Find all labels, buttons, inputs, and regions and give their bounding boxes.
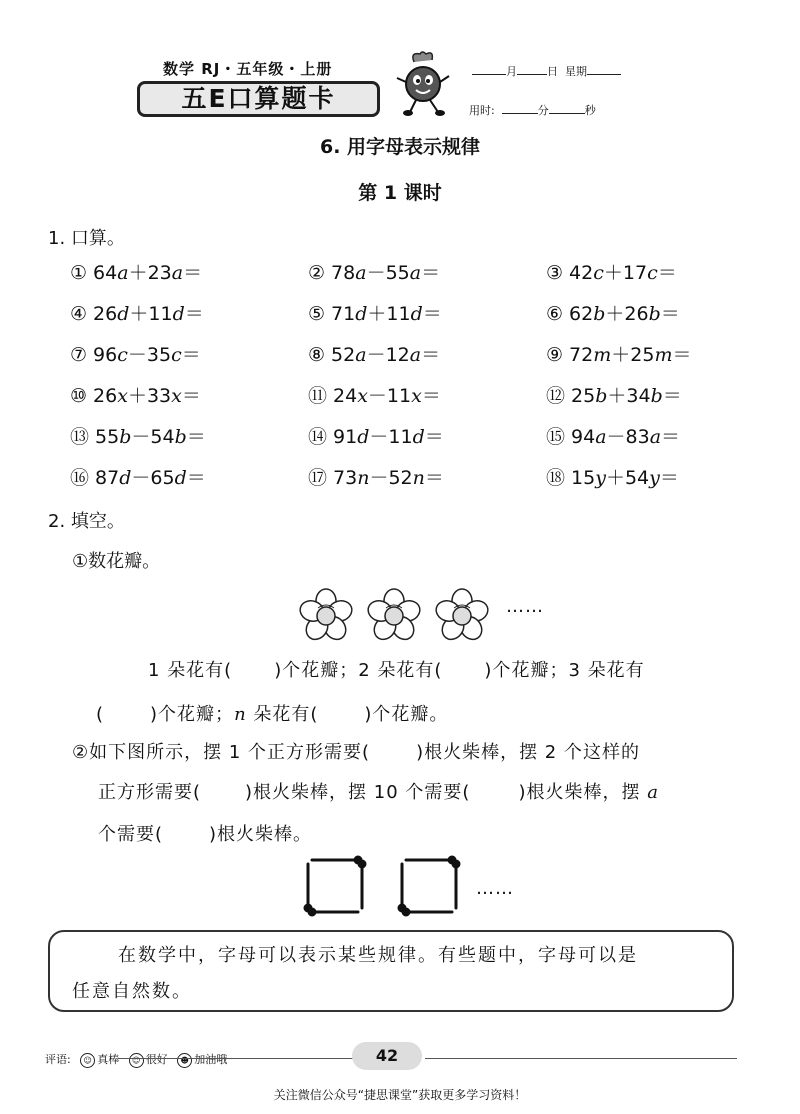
problem-1[interactable] [70,258,202,285]
rating-label: 评语: [45,1053,71,1066]
problem-11-v1: x [357,385,368,407]
problem-5-v1: d [355,303,368,325]
problem-5-v2: d [410,303,423,325]
problem-5-no: ⑤ [308,303,326,325]
problem-14-mid: －11 [369,426,413,448]
problem-15-v1: a [595,426,607,448]
problem-14-pre: 91 [333,426,358,448]
problem-2-v1: a [355,262,367,284]
happy-face-icon[interactable]: ☺ [129,1053,144,1068]
problem-10-v2: x [171,385,182,407]
q1-line1 [148,656,645,682]
problem-17[interactable] [308,463,444,490]
problem-12-mid: ＋34 [607,385,651,407]
q2-text-a: ②如下图所示，摆 1 个正方形需要( [72,742,371,763]
problem-9-pre: 72 [569,344,594,366]
q2-line2 [98,778,659,804]
month-blank[interactable] [472,64,506,75]
date-line [472,63,621,79]
problem-17-v2: n [412,467,425,489]
problem-2-post: ＝ [421,262,441,284]
problem-15-post: ＝ [661,426,681,448]
problem-3-post: ＝ [657,262,677,284]
problem-5-mid: ＋11 [367,303,411,325]
problem-18-no: ⑱ [546,467,566,489]
problem-7-v1: c [117,344,128,366]
matchstick-ellipsis: …… [476,878,514,899]
problem-14[interactable] [308,422,444,449]
header-banner: 五E口算题卡 [137,81,380,117]
q1-text-g: )个花瓣。 [364,704,449,725]
date-month: 月 [506,65,517,78]
problem-1-v1: a [117,262,129,284]
problem-11[interactable] [308,381,441,408]
problem-6[interactable] [546,299,680,326]
page-title: 6. 用字母表示规律 [319,136,481,158]
problem-2-pre: 78 [331,262,356,284]
problem-3-v1: c [593,262,604,284]
q1-var-n: n [234,704,247,725]
problem-5-pre: 71 [331,303,356,325]
bottom-note: 关注微信公众号“捷思课堂”获取更多学习资料！ [273,1088,527,1102]
problem-7-no: ⑦ [70,344,88,366]
page-number: 42 [352,1042,422,1070]
problem-9-no: ⑨ [546,344,564,366]
flowers-figure [296,584,506,644]
problem-3-mid: ＋17 [603,262,648,284]
q2-line3 [98,820,312,846]
problem-7-mid: －35 [127,344,172,366]
problem-11-v2: x [411,385,422,407]
q1-text-a: 1 朵花有( [148,660,233,681]
problem-13-post: ＝ [186,426,206,448]
problem-1-pre: 64 [93,262,118,284]
rating-2: 很好 [145,1053,168,1066]
problem-4[interactable] [70,299,204,326]
problem-1-no: ① [70,262,88,284]
problem-15[interactable] [546,422,680,449]
problem-17-post: ＝ [424,467,444,489]
flower-1 [297,589,354,644]
minute-blank[interactable] [502,103,538,114]
problem-14-v1: d [357,426,370,448]
rating-1: 真棒 [97,1053,120,1066]
q2-text-b: )根火柴棒，摆 2 个这样的 [416,742,640,763]
problem-3-pre: 42 [569,262,594,284]
problem-3-no: ③ [546,262,564,284]
problem-16-mid: －65 [131,467,175,489]
problem-8[interactable] [308,340,440,367]
problem-2-no: ② [308,262,326,284]
problem-11-pre: 24 [333,385,358,407]
week-blank[interactable] [587,64,621,75]
problem-7[interactable] [70,340,201,367]
problem-3-v2: c [647,262,658,284]
problem-12-v2: b [650,385,663,407]
problem-12-post: ＝ [662,385,682,407]
problem-7-pre: 96 [93,344,118,366]
problem-10-post: ＝ [181,385,201,407]
problem-18-mid: ＋54 [605,467,650,489]
problem-12-pre: 25 [571,385,596,407]
problem-8-pre: 52 [331,344,356,366]
flower-2 [365,589,422,644]
problem-18-pre: 15 [571,467,596,489]
problem-13[interactable] [70,422,206,449]
problem-5[interactable] [308,299,442,326]
q1-text-b: )个花瓣；2 朵花有( [274,660,443,681]
problem-13-mid: －54 [131,426,175,448]
rating-row [45,1051,227,1068]
problem-8-mid: －12 [366,344,410,366]
lesson-title: 第 1 课时 [358,182,442,204]
q2-text-d: )根火柴棒，摆 10 个需要( [245,782,471,803]
problem-2-v2: a [409,262,422,284]
problem-13-pre: 55 [95,426,120,448]
problem-4-v2: d [172,303,185,325]
problem-7-v2: c [171,344,182,366]
problem-1-v2: a [171,262,184,284]
time-label: 用时: [469,104,495,117]
problem-15-pre: 94 [571,426,596,448]
matchstick-square-1 [305,857,365,915]
problem-16-v2: d [174,467,187,489]
problem-6-post: ＝ [660,303,680,325]
problem-6-no: ⑥ [546,303,564,325]
day-blank[interactable] [517,64,547,75]
problem-11-mid: －11 [367,385,412,407]
problem-9-v2: m [654,344,673,366]
mascot-icon [392,50,454,118]
problem-8-no: ⑧ [308,344,326,366]
q2-text-f: 个需要( [98,824,164,845]
problem-6-mid: ＋26 [605,303,649,325]
problem-9-mid: ＋25 [611,344,655,366]
problem-16-v1: d [119,467,132,489]
tip-line-1: 在数学中，字母可以表示某些规律。有些题中，字母可以是 [118,945,638,966]
problem-4-no: ④ [70,303,88,325]
problem-9-post: ＝ [672,344,692,366]
footer-rule-right [425,1058,737,1059]
problem-15-no: ⑮ [546,426,566,448]
problem-15-v2: a [649,426,662,448]
time-sec: 秒 [584,104,596,117]
flowers-ellipsis: …… [506,596,544,617]
problem-13-no: ⑬ [70,426,90,448]
q2-line1 [72,738,640,764]
date-day: 日 [547,65,558,78]
q1-text-e: )个花瓣； [150,704,235,725]
problem-2-mid: －55 [366,262,410,284]
cheer-face-icon[interactable]: ☻ [177,1053,192,1068]
problem-4-post: ＝ [184,303,204,325]
problem-9[interactable] [546,340,692,367]
problem-6-pre: 62 [569,303,594,325]
problem-11-post: ＝ [421,385,441,407]
problem-15-mid: －83 [606,426,650,448]
problem-7-post: ＝ [181,344,201,366]
problem-2[interactable] [308,258,440,285]
problem-10[interactable] [70,381,201,408]
problem-6-v2: b [648,303,661,325]
problem-3[interactable] [546,258,677,285]
problem-18-post: ＝ [659,467,679,489]
footer-rule-left [118,1058,360,1059]
rating-3: 加油哦 [194,1053,228,1066]
q2-text-g: )根火柴棒。 [209,824,313,845]
problem-13-v2: b [174,426,187,448]
problem-8-v1: a [355,344,367,366]
second-blank[interactable] [549,103,585,114]
problem-10-v1: x [117,385,128,407]
problem-14-v2: d [412,426,425,448]
smile-face-icon[interactable]: ☺ [80,1053,95,1068]
q1-text-f: 朵花有( [246,704,319,725]
q1-text-d: ( [96,704,105,725]
time-min: 分 [537,104,549,117]
problem-4-v1: d [117,303,130,325]
q1-text-c: )个花瓣；3 朵花有 [484,660,645,681]
problem-4-pre: 26 [93,303,118,325]
problem-9-v1: m [593,344,612,366]
problem-18[interactable] [546,463,679,490]
problem-1-post: ＝ [183,262,203,284]
problem-18-v1: y [595,467,606,489]
header-subject-line: 数学 RJ・五年级・上册 [163,60,333,78]
q2-text-c: 正方形需要( [98,782,202,803]
time-line [469,102,596,118]
problem-14-no: ⑭ [308,426,328,448]
problem-6-v1: b [593,303,606,325]
problem-10-no: ⑩ [70,385,88,407]
problem-16-no: ⑯ [70,467,90,489]
problem-8-post: ＝ [421,344,441,366]
problem-16-post: ＝ [186,467,206,489]
problem-12[interactable] [546,381,682,408]
problem-10-pre: 26 [93,385,118,407]
section2-heading: 2. 填空。 [48,511,125,532]
problem-13-v1: b [119,426,132,448]
problem-14-post: ＝ [424,426,444,448]
date-week: 星期 [565,65,587,78]
problem-18-v2: y [649,467,660,489]
matchstick-square-2 [399,857,459,915]
problem-4-mid: ＋11 [129,303,173,325]
problem-17-no: ⑰ [308,467,328,489]
problem-8-v2: a [409,344,422,366]
problem-17-mid: －52 [369,467,413,489]
q1-label: ①数花瓣。 [72,551,161,572]
problem-17-pre: 73 [333,467,358,489]
problem-10-mid: ＋33 [127,385,172,407]
problem-1-mid: ＋23 [128,262,172,284]
problem-17-v1: n [357,467,370,489]
problem-16-pre: 87 [95,467,120,489]
problem-12-no: ⑫ [546,385,566,407]
matchstick-figure [300,852,470,918]
q1-line2 [96,700,448,726]
q2-var-a: a [647,782,659,803]
problem-16[interactable] [70,463,206,490]
tip-line-2: 任意自然数。 [72,981,192,1002]
problem-12-v1: b [595,385,608,407]
problem-11-no: ⑪ [308,385,328,407]
flower-3 [433,589,490,644]
problem-5-post: ＝ [422,303,442,325]
q2-text-e: )根火柴棒，摆 [518,782,648,803]
section1-heading: 1. 口算。 [48,228,125,249]
